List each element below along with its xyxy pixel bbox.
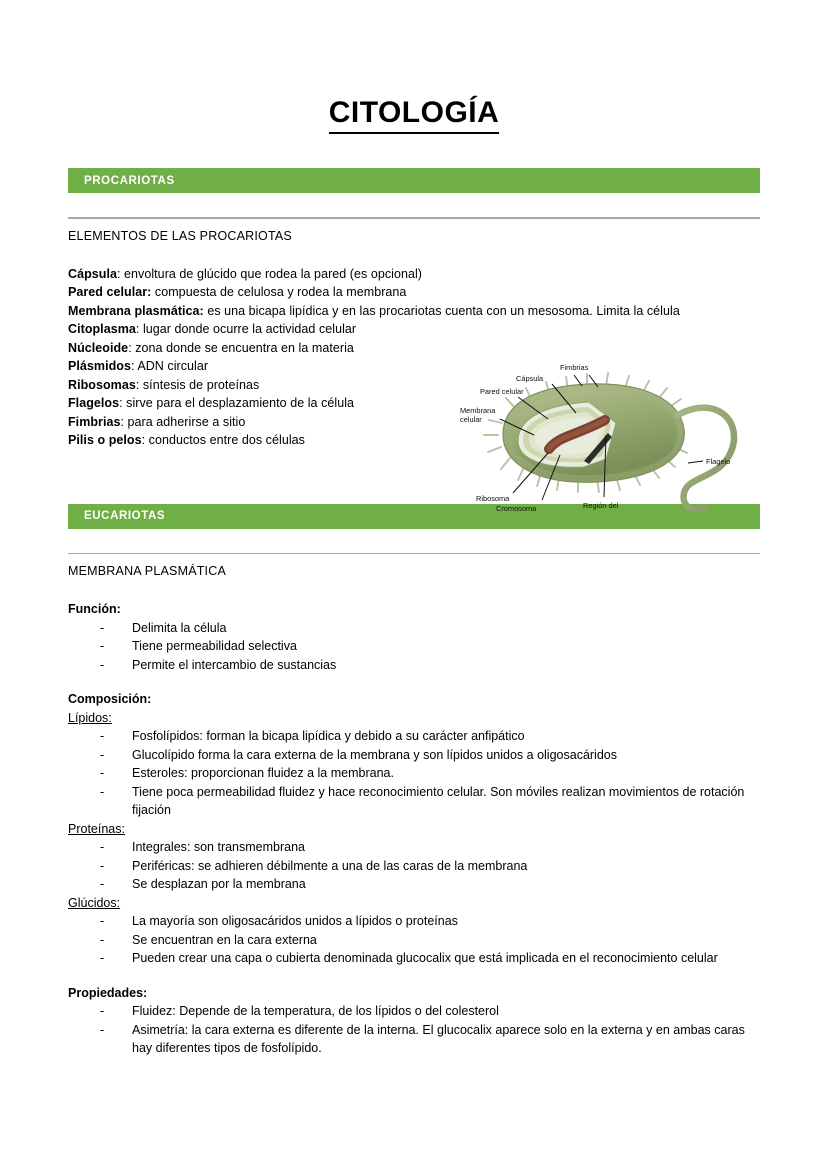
term: Plásmidos bbox=[68, 359, 131, 373]
list-item: - Se encuentran en la cara externa bbox=[100, 931, 760, 950]
desc: sirve para el desplazamiento de la célula bbox=[126, 396, 355, 410]
term: Pared celular: bbox=[68, 285, 152, 299]
spacer bbox=[68, 968, 760, 984]
list-item: - La mayoría son oligosacáridos unidos a lípidos o proteínas bbox=[100, 912, 760, 931]
desc: ADN circular bbox=[137, 359, 209, 373]
prokaryotic-cell-diagram bbox=[456, 357, 748, 517]
group-list-funcion bbox=[68, 619, 760, 675]
group-title-proteinas bbox=[68, 820, 760, 839]
desc: síntesis de proteínas bbox=[142, 377, 260, 392]
page-title bbox=[68, 0, 760, 128]
list-item: - Glucolípido forma la cara externa de la membrana y son lípidos unidos a oligosacáridos bbox=[100, 746, 760, 765]
sep: : bbox=[128, 340, 136, 355]
desc: lugar donde ocurre la actividad celular bbox=[142, 322, 357, 336]
group-list-lipidos bbox=[68, 727, 760, 820]
list-item: - Esteroles: proporcionan fluidez a la membrana. bbox=[100, 764, 760, 783]
term: Ribosomas bbox=[68, 377, 136, 392]
group-title-lipidos-text: Lípidos: bbox=[68, 710, 112, 725]
term: Pilis o pelos bbox=[68, 433, 142, 447]
term: Fimbrias bbox=[68, 414, 121, 429]
list-item: - Delimita la célula bbox=[100, 619, 760, 638]
list-item: - Permite el intercambio de sustancias bbox=[100, 656, 760, 675]
list-item bbox=[68, 339, 760, 358]
desc: conductos entre dos células bbox=[148, 433, 305, 447]
label-flagelo: Flagelo bbox=[706, 456, 731, 466]
list-item bbox=[68, 283, 760, 302]
sep: : bbox=[116, 266, 125, 281]
desc: es una bicapa lipídica y en las procariotas cuenta con un mesosoma. Limita la célula bbox=[207, 303, 680, 318]
sep: : bbox=[119, 396, 127, 410]
section-divider-eucariotas bbox=[68, 553, 760, 555]
label-fimbrias: Fimbrias bbox=[560, 362, 589, 372]
list-item: - Periféricas: se adhieren débilmente a una de las caras de la membrana bbox=[100, 857, 760, 876]
list-item bbox=[68, 302, 760, 321]
section-heading-eucariotas: MEMBRANA PLASMÁTICA bbox=[68, 564, 226, 578]
spacer bbox=[68, 674, 760, 690]
section-heading-procariotas: ELEMENTOS DE LAS PROCARIOTAS bbox=[68, 228, 292, 243]
page-title-text: CITOLOGÍA bbox=[329, 96, 500, 134]
section-divider-procariotas bbox=[68, 217, 760, 219]
sep: : bbox=[135, 377, 143, 392]
sep: : bbox=[135, 322, 143, 336]
label-capsula: Cápsula bbox=[516, 373, 544, 383]
label-cromosoma: Cromosoma bbox=[496, 503, 537, 513]
eucariotas-content bbox=[68, 600, 760, 1058]
section-banner-label: PROCARIOTAS bbox=[84, 174, 175, 187]
list-item: - Asimetría: la cara externa es diferente de la interna. El glucocalix aparece solo en la externa y en ambas caras hay diferentes tipos de fosfolípido. bbox=[100, 1021, 760, 1058]
label-membrana-line2: celular bbox=[460, 414, 482, 424]
label-membrana-line1: Membrana bbox=[460, 405, 496, 415]
group-title-proteinas-text: Proteínas: bbox=[68, 821, 125, 836]
sep: : bbox=[141, 433, 149, 447]
section-banner-label: EUCARIOTAS bbox=[84, 510, 166, 522]
term: Cápsula bbox=[68, 266, 117, 281]
list-item: - Se desplazan por la membrana bbox=[100, 875, 760, 894]
label-pared-celular: Pared celular bbox=[480, 386, 524, 396]
sep: : bbox=[120, 414, 128, 429]
label-region-del: Región del bbox=[583, 500, 619, 510]
term: Núcleoide bbox=[68, 340, 129, 355]
list-item: - Fluidez: Depende de la temperatura, de los lípidos o del colesterol bbox=[100, 1002, 760, 1021]
group-title-composicion: Composición: bbox=[68, 692, 152, 706]
term: Citoplasma bbox=[68, 322, 136, 336]
label-ribosoma: Ribosoma bbox=[476, 493, 510, 503]
group-title-propiedades: Propiedades: bbox=[68, 985, 148, 1000]
list-item: - Fosfolípidos: forman la bicapa lipídica y debido a su carácter anfipático bbox=[100, 727, 760, 746]
group-list-proteinas bbox=[68, 838, 760, 894]
desc: zona donde se encuentra en la materia bbox=[135, 340, 354, 355]
sep: : bbox=[130, 359, 138, 373]
group-title-glucidos-text: Glúcidos: bbox=[68, 895, 121, 910]
list-item bbox=[68, 320, 760, 339]
desc: envoltura de glúcido que rodea la pared (es opcional) bbox=[124, 266, 423, 281]
group-title-glucidos bbox=[68, 894, 760, 913]
group-title-funcion: Función: bbox=[68, 602, 121, 616]
list-item bbox=[68, 265, 760, 284]
list-item: - Pueden crear una capa o cubierta denominada glucocalix que está implicada en el reconocimiento celular bbox=[100, 949, 760, 968]
list-item: - Integrales: son transmembrana bbox=[100, 838, 760, 857]
section-banner-procariotas bbox=[68, 168, 760, 193]
term: Membrana plasmática: bbox=[68, 303, 204, 318]
term: Flagelos bbox=[68, 396, 120, 410]
group-list-propiedades bbox=[68, 1002, 760, 1058]
desc: compuesta de celulosa y rodea la membrana bbox=[154, 285, 407, 299]
list-item: - Tiene poca permeabilidad fluidez y hace reconocimiento celular. Son móviles realizan movimientos de rotación fijación bbox=[100, 783, 760, 820]
desc: para adherirse a sitio bbox=[127, 414, 246, 429]
group-list-glucidos bbox=[68, 912, 760, 968]
list-item: - Tiene permeabilidad selectiva bbox=[100, 637, 760, 656]
group-title-lipidos bbox=[68, 709, 760, 728]
procariotas-content bbox=[68, 265, 760, 513]
